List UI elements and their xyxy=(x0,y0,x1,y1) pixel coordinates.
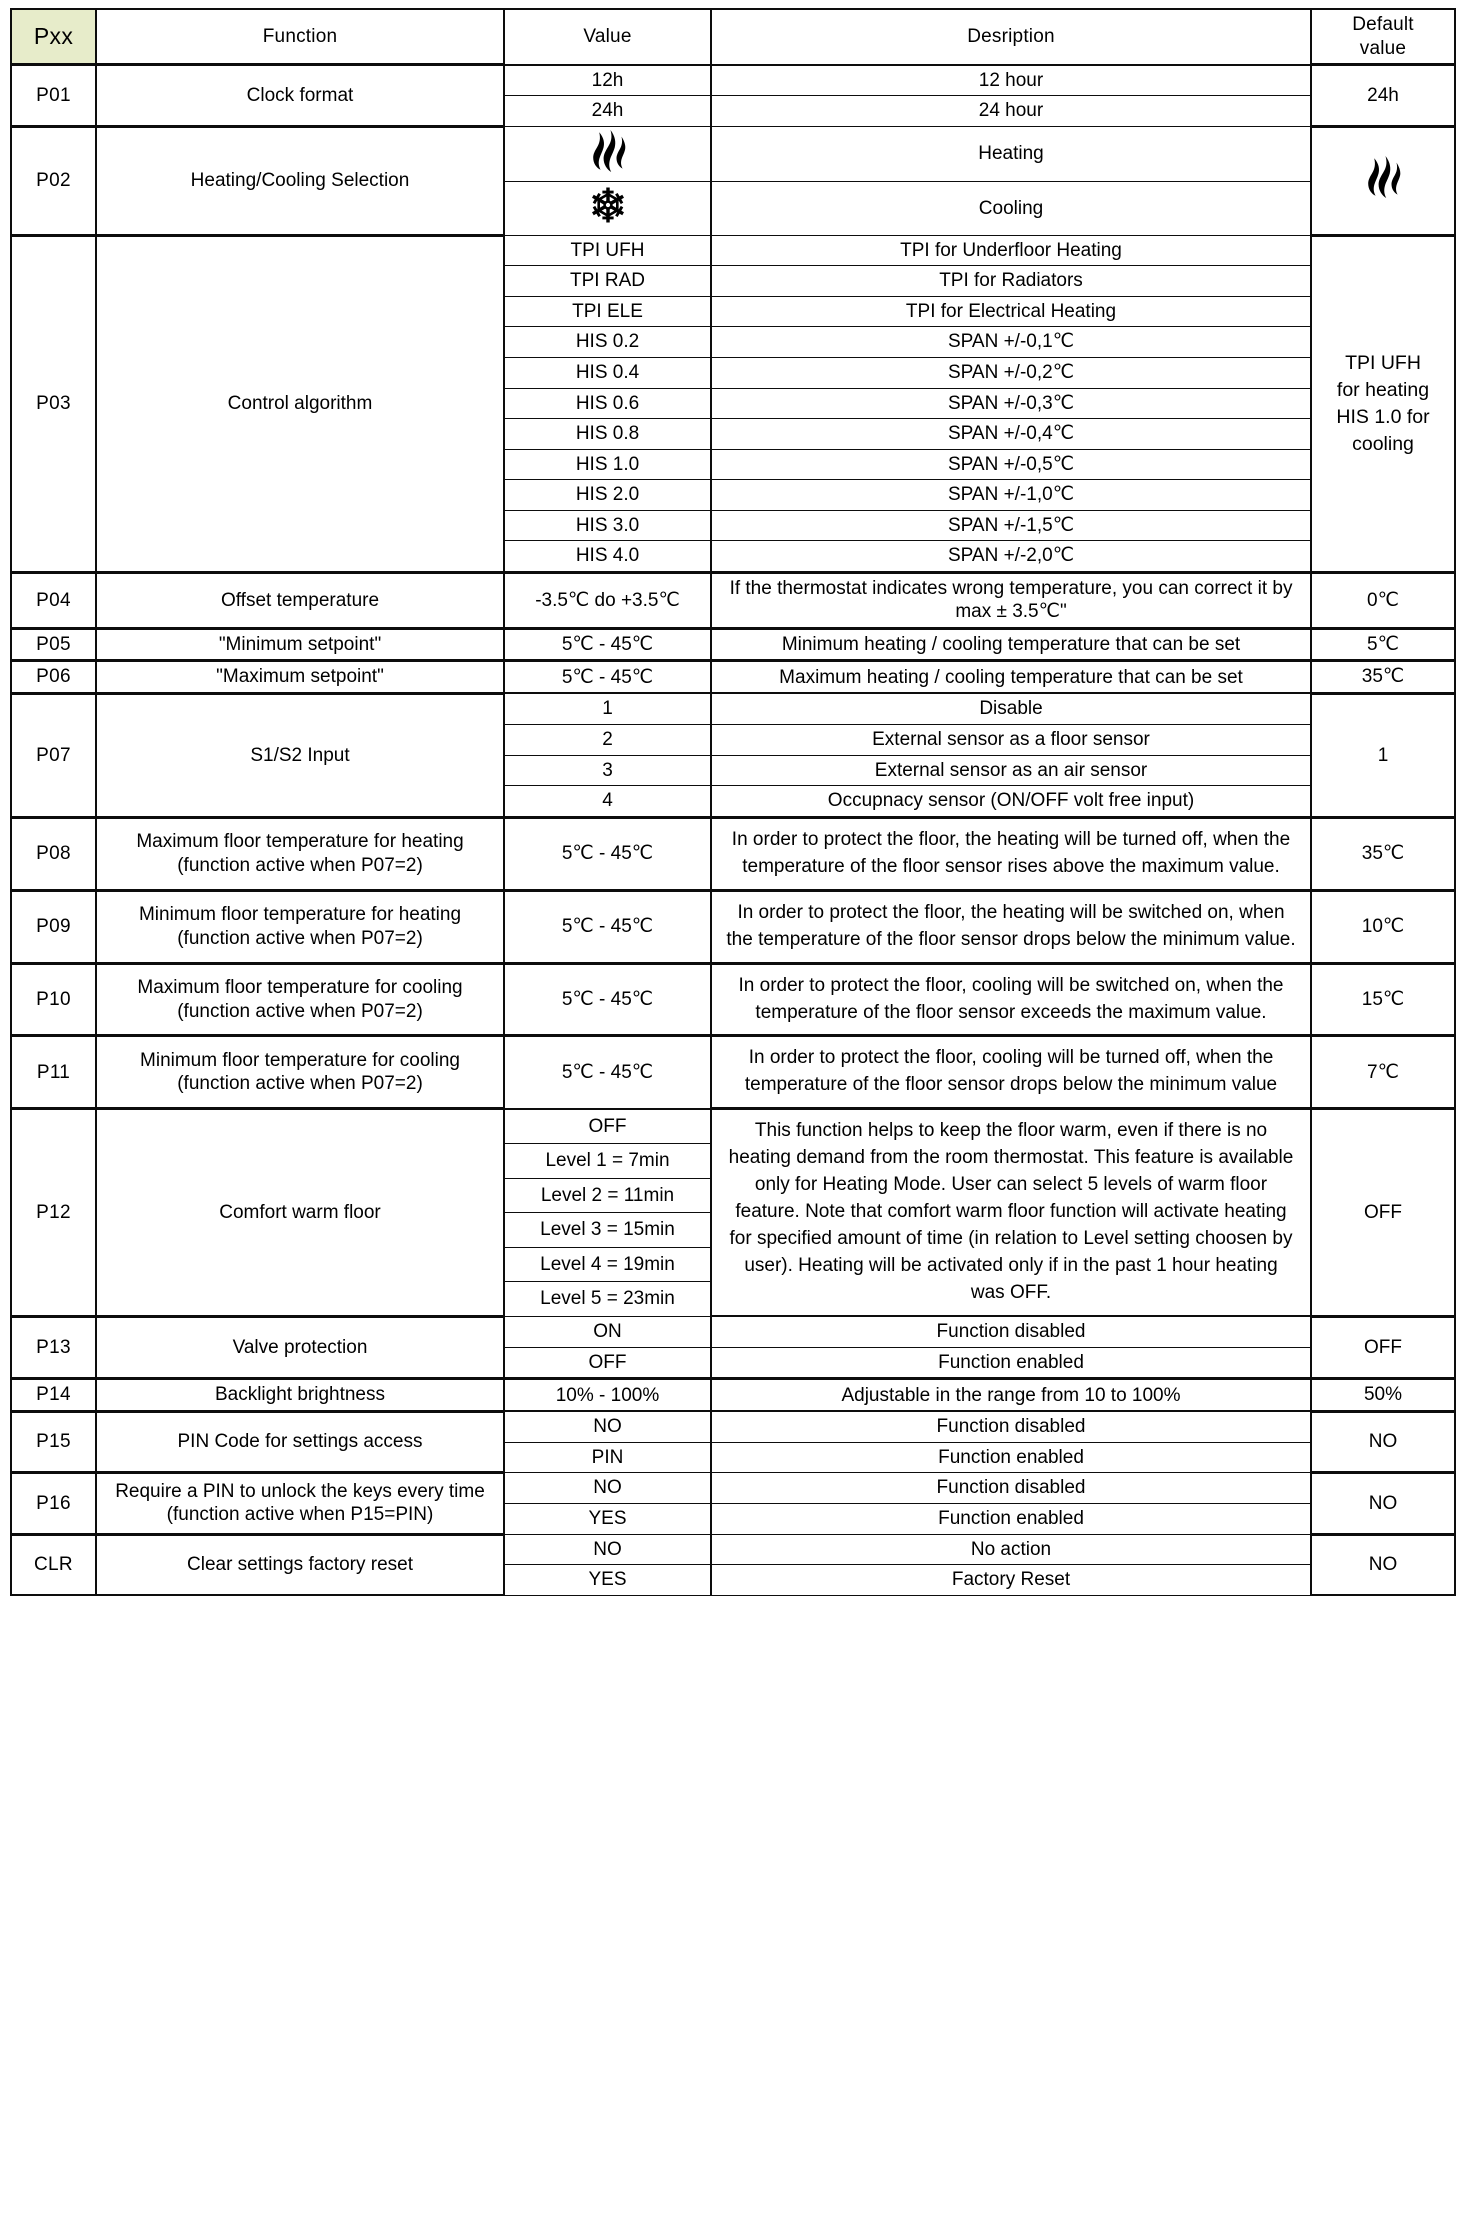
description-cell: SPAN +/-0,5℃ xyxy=(711,449,1311,480)
function-line: Require a PIN to unlock the keys every time xyxy=(115,1480,485,1502)
table-row xyxy=(11,890,1455,963)
description-cell: Minimum heating / cooling temperature that can be set xyxy=(711,628,1311,661)
description-cell: 12 hour xyxy=(711,65,1311,96)
function-cell: S1/S2 Input xyxy=(96,693,504,817)
default-value-cell: 24h xyxy=(1311,65,1455,127)
column-header-function: Function xyxy=(96,9,504,65)
value-cell: HIS 0.2 xyxy=(504,327,711,358)
description-cell: SPAN +/-1,0℃ xyxy=(711,480,1311,511)
function-line: Minimum floor temperature for heating xyxy=(138,904,462,926)
value-cell: 5℃ - 45℃ xyxy=(504,1036,711,1109)
value-cell: HIS 4.0 xyxy=(504,541,711,573)
description-cell: Factory Reset xyxy=(711,1565,1311,1596)
function-cell: Clear settings factory reset xyxy=(96,1534,504,1595)
param-code-cell: P11 xyxy=(11,1036,96,1109)
function-cell: Valve protection xyxy=(96,1316,504,1379)
description-cell: In order to protect the floor, the heating will be switched on, when the temperature of the floor sensor drops below the minimum value. xyxy=(711,890,1311,963)
value-cell: 5℃ - 45℃ xyxy=(504,661,711,694)
function-line: Maximum floor temperature for heating xyxy=(136,831,464,853)
default-value-cell: 1 xyxy=(1311,693,1455,817)
default-value-cell: 35℃ xyxy=(1311,661,1455,694)
flame-icon xyxy=(1363,156,1403,198)
function-line: Maximum floor temperature for cooling xyxy=(137,976,463,998)
param-code-cell: P03 xyxy=(11,235,96,572)
default-value-cell: 50% xyxy=(1311,1379,1455,1412)
param-code-cell: P10 xyxy=(11,963,96,1036)
value-cell: NO xyxy=(504,1473,711,1504)
default-value-cell xyxy=(1311,235,1455,572)
table-row xyxy=(11,1411,1455,1442)
value-cell: ON xyxy=(504,1316,711,1347)
description-cell: Heating xyxy=(711,126,1311,182)
param-code-cell: P08 xyxy=(11,817,96,890)
value-cell: TPI ELE xyxy=(504,296,711,327)
table-row xyxy=(11,661,1455,694)
value-cell: 2 xyxy=(504,725,711,756)
function-cell xyxy=(96,1036,504,1109)
table-body xyxy=(11,65,1455,1596)
value-cell: HIS 2.0 xyxy=(504,480,711,511)
value-cell: HIS 0.6 xyxy=(504,388,711,419)
value-cell: HIS 0.4 xyxy=(504,357,711,388)
default-value-cell: OFF xyxy=(1311,1109,1455,1316)
description-cell: In order to protect the floor, the heating will be turned off, when the temperature of the floor sensor rises above the maximum value. xyxy=(711,817,1311,890)
value-cell: OFF xyxy=(504,1109,711,1144)
default-value-line: cooling xyxy=(1352,432,1414,455)
value-cell: TPI UFH xyxy=(504,235,711,266)
description-cell: Maximum heating / cooling temperature that can be set xyxy=(711,661,1311,694)
function-cell: "Maximum setpoint" xyxy=(96,661,504,694)
value-cell: Level 3 = 15min xyxy=(504,1213,711,1247)
param-code-cell: P13 xyxy=(11,1316,96,1379)
param-code-cell: P14 xyxy=(11,1379,96,1412)
description-cell: Function disabled xyxy=(711,1316,1311,1347)
flame-icon xyxy=(588,130,628,172)
param-code-cell: P02 xyxy=(11,126,96,235)
table-row xyxy=(11,572,1455,628)
default-header-line-1: Default xyxy=(1352,14,1414,35)
table-row xyxy=(11,628,1455,661)
description-cell: TPI for Underfloor Heating xyxy=(711,235,1311,266)
default-value-cell: 7℃ xyxy=(1311,1036,1455,1109)
description-cell: External sensor as a floor sensor xyxy=(711,725,1311,756)
description-cell: SPAN +/-0,4℃ xyxy=(711,419,1311,450)
param-code-cell: P05 xyxy=(11,628,96,661)
column-header-description: Desription xyxy=(711,9,1311,65)
column-header-pxx: Pxx xyxy=(11,9,96,65)
function-cell: Clock format xyxy=(96,65,504,127)
default-value-cell: 15℃ xyxy=(1311,963,1455,1036)
function-cell xyxy=(96,890,504,963)
table-row xyxy=(11,1473,1455,1504)
value-cell: 5℃ - 45℃ xyxy=(504,963,711,1036)
table-row xyxy=(11,126,1455,182)
value-cell: HIS 1.0 xyxy=(504,449,711,480)
description-cell: Function disabled xyxy=(711,1473,1311,1504)
description-cell: TPI for Electrical Heating xyxy=(711,296,1311,327)
value-cell: NO xyxy=(504,1534,711,1565)
value-cell: HIS 0.8 xyxy=(504,419,711,450)
function-cell xyxy=(96,1473,504,1534)
description-cell: SPAN +/-0,2℃ xyxy=(711,357,1311,388)
description-cell: This function helps to keep the floor warm, even if there is no heating demand from the room thermostat. This feature is available only for Heating Mode. User can select 5 levels of warm floor feature. Note that comfort warm floor function will activate heating for specified amount of time (in relation to Level setting choosen by user). Heating will be activated only if in the past 1 hour heating was OFF. xyxy=(711,1109,1311,1316)
value-cell: 3 xyxy=(504,755,711,786)
value-cell: Level 5 = 23min xyxy=(504,1282,711,1317)
description-cell: Function enabled xyxy=(711,1442,1311,1473)
header-row xyxy=(11,9,1455,65)
value-cell: PIN xyxy=(504,1442,711,1473)
default-value-line: HIS 1.0 for xyxy=(1336,405,1430,428)
snowflake-icon xyxy=(588,185,628,225)
param-code-cell: P04 xyxy=(11,572,96,628)
description-cell: Disable xyxy=(711,693,1311,724)
function-cell xyxy=(96,963,504,1036)
description-cell: 24 hour xyxy=(711,96,1311,127)
description-cell: Function enabled xyxy=(711,1503,1311,1534)
function-line: Minimum floor temperature for cooling xyxy=(140,1049,460,1071)
description-cell: If the thermostat indicates wrong temperature, you can correct it by max ± 3.5℃" xyxy=(711,572,1311,628)
value-cell: 12h xyxy=(504,65,711,96)
param-code-cell: P09 xyxy=(11,890,96,963)
default-value-cell: NO xyxy=(1311,1473,1455,1534)
description-cell: External sensor as an air sensor xyxy=(711,755,1311,786)
description-cell: SPAN +/-0,3℃ xyxy=(711,388,1311,419)
default-value-cell: 10℃ xyxy=(1311,890,1455,963)
value-cell-icon xyxy=(504,126,711,182)
default-value-line: for heating xyxy=(1336,378,1430,401)
function-cell: Comfort warm floor xyxy=(96,1109,504,1316)
value-cell: NO xyxy=(504,1411,711,1442)
function-cell: Offset temperature xyxy=(96,572,504,628)
description-cell: Occupnacy sensor (ON/OFF volt free input) xyxy=(711,786,1311,818)
column-header-default-value xyxy=(1311,9,1455,65)
table-row xyxy=(11,1316,1455,1347)
function-cell: "Minimum setpoint" xyxy=(96,628,504,661)
description-cell: Adjustable in the range from 10 to 100% xyxy=(711,1379,1311,1412)
function-cell: Control algorithm xyxy=(96,235,504,572)
default-value-line: TPI UFH xyxy=(1345,351,1421,374)
default-value-cell: 35℃ xyxy=(1311,817,1455,890)
description-cell: In order to protect the floor, cooling will be switched on, when the temperature of the floor sensor exceeds the maximum value. xyxy=(711,963,1311,1036)
value-cell: 5℃ - 45℃ xyxy=(504,628,711,661)
value-cell: Level 4 = 19min xyxy=(504,1247,711,1281)
description-cell: No action xyxy=(711,1534,1311,1565)
param-code-cell: P01 xyxy=(11,65,96,127)
function-line: (function active when P07=2) xyxy=(177,854,423,876)
param-code-cell: P16 xyxy=(11,1473,96,1534)
function-cell xyxy=(96,817,504,890)
param-code-cell: P15 xyxy=(11,1411,96,1473)
parameters-table xyxy=(10,8,1456,1596)
default-value-cell: OFF xyxy=(1311,1316,1455,1379)
param-code-cell: P06 xyxy=(11,661,96,694)
value-cell: 1 xyxy=(504,693,711,724)
description-cell: SPAN +/-0,1℃ xyxy=(711,327,1311,358)
table-row xyxy=(11,1379,1455,1412)
value-cell: Level 2 = 11min xyxy=(504,1178,711,1212)
value-cell: TPI RAD xyxy=(504,266,711,297)
function-line: (function active when P07=2) xyxy=(177,927,423,949)
table-row xyxy=(11,1109,1455,1144)
table-row xyxy=(11,817,1455,890)
default-value-cell: NO xyxy=(1311,1411,1455,1473)
default-value-cell: 5℃ xyxy=(1311,628,1455,661)
param-code-cell: CLR xyxy=(11,1534,96,1595)
description-cell: SPAN +/-1,5℃ xyxy=(711,510,1311,541)
column-header-value: Value xyxy=(504,9,711,65)
value-cell: 24h xyxy=(504,96,711,127)
function-line: (function active when P07=2) xyxy=(177,1073,423,1095)
value-cell: 10% - 100% xyxy=(504,1379,711,1412)
param-code-cell: P07 xyxy=(11,693,96,817)
value-cell: -3.5℃ do +3.5℃ xyxy=(504,572,711,628)
value-cell: YES xyxy=(504,1565,711,1596)
table-row xyxy=(11,65,1455,96)
description-cell: Function enabled xyxy=(711,1347,1311,1379)
function-cell: Heating/Cooling Selection xyxy=(96,126,504,235)
value-cell: 5℃ - 45℃ xyxy=(504,890,711,963)
value-cell: HIS 3.0 xyxy=(504,510,711,541)
description-cell: SPAN +/-2,0℃ xyxy=(711,541,1311,573)
default-value-cell xyxy=(1311,126,1455,235)
value-cell: 4 xyxy=(504,786,711,818)
default-value-cell: 0℃ xyxy=(1311,572,1455,628)
table-header xyxy=(11,9,1455,65)
description-cell: In order to protect the floor, cooling will be turned off, when the temperature of the floor sensor drops below the minimum value xyxy=(711,1036,1311,1109)
value-cell: 5℃ - 45℃ xyxy=(504,817,711,890)
default-header-line-2: value xyxy=(1359,37,1407,59)
default-value-cell: NO xyxy=(1311,1534,1455,1595)
table-row xyxy=(11,235,1455,266)
description-cell: Function disabled xyxy=(711,1411,1311,1442)
function-cell: Backlight brightness xyxy=(96,1379,504,1412)
table-row xyxy=(11,1534,1455,1565)
value-cell: OFF xyxy=(504,1347,711,1379)
value-cell: Level 1 = 7min xyxy=(504,1144,711,1178)
table-row xyxy=(11,963,1455,1036)
function-cell: PIN Code for settings access xyxy=(96,1411,504,1473)
table-row xyxy=(11,1036,1455,1109)
function-line: (function active when P15=PIN) xyxy=(166,1504,434,1526)
table-row xyxy=(11,693,1455,724)
description-cell: TPI for Radiators xyxy=(711,266,1311,297)
value-cell-icon xyxy=(504,182,711,236)
function-line: (function active when P07=2) xyxy=(177,1000,423,1022)
value-cell: YES xyxy=(504,1503,711,1534)
param-code-cell: P12 xyxy=(11,1109,96,1316)
description-cell: Cooling xyxy=(711,182,1311,236)
